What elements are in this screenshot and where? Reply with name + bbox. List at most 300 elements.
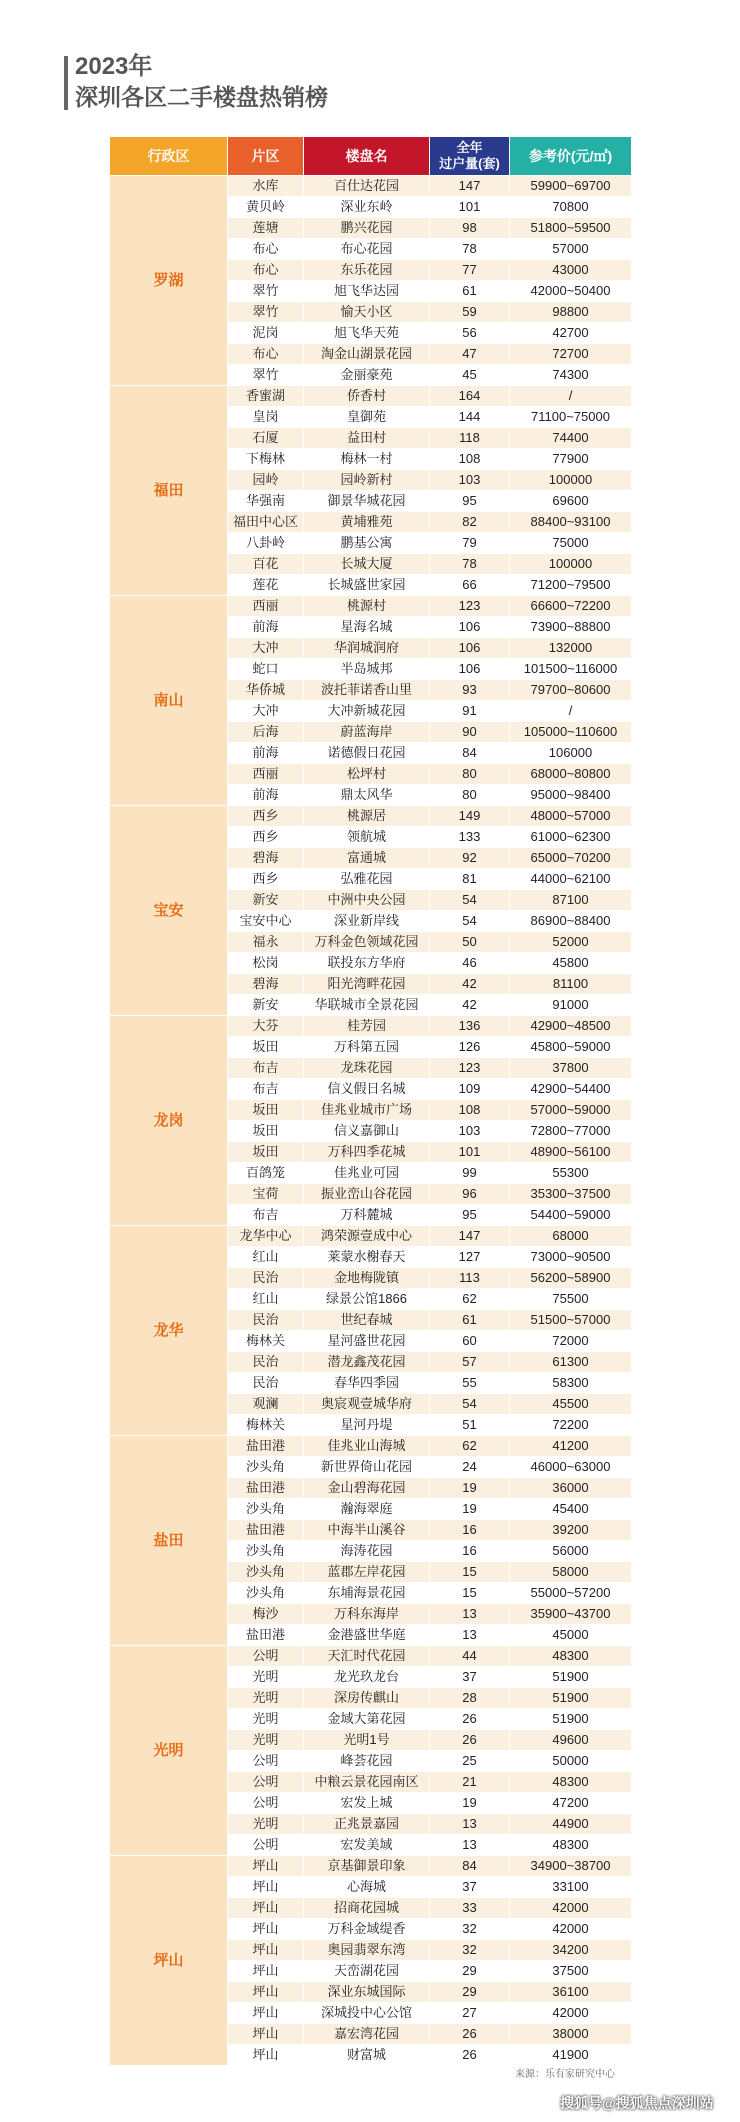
price-cell: 58300 [510, 1373, 632, 1394]
table-body [110, 176, 632, 2066]
area-cell: 沙头角 [228, 1499, 304, 1520]
area-cell: 石厦 [228, 428, 304, 449]
count-cell: 28 [430, 1688, 510, 1709]
name-cell: 旭飞华天苑 [304, 323, 430, 344]
name-cell: 侨香村 [304, 386, 430, 407]
count-cell: 93 [430, 680, 510, 701]
name-cell: 龙珠花园 [304, 1058, 430, 1079]
count-cell: 113 [430, 1268, 510, 1289]
area-cell: 坪山 [228, 1856, 304, 1877]
price-cell: 51500~57000 [510, 1310, 632, 1331]
price-cell: 49600 [510, 1730, 632, 1751]
name-cell: 诺德假日花园 [304, 743, 430, 764]
area-cell: 八卦岭 [228, 533, 304, 554]
price-cell: 52000 [510, 932, 632, 953]
price-cell: 37500 [510, 1961, 632, 1982]
name-cell: 深业东岭 [304, 197, 430, 218]
price-cell: 45800 [510, 953, 632, 974]
area-cell: 西乡 [228, 869, 304, 890]
area-cell: 盐田港 [228, 1625, 304, 1646]
price-cell: 39200 [510, 1520, 632, 1541]
area-cell: 下梅林 [228, 449, 304, 470]
count-cell: 106 [430, 659, 510, 680]
count-cell: 19 [430, 1499, 510, 1520]
count-cell: 15 [430, 1583, 510, 1604]
name-cell: 天峦湖花园 [304, 1961, 430, 1982]
count-cell: 98 [430, 218, 510, 239]
count-cell: 19 [430, 1793, 510, 1814]
count-cell: 164 [430, 386, 510, 407]
price-cell: 42700 [510, 323, 632, 344]
name-cell: 布心花园 [304, 239, 430, 260]
count-cell: 66 [430, 575, 510, 596]
area-cell: 民治 [228, 1373, 304, 1394]
area-cell: 坪山 [228, 1982, 304, 2003]
brand-watermark: 搜狐号@搜狐焦点深圳站 [560, 2095, 714, 2111]
name-cell: 信义假日名城 [304, 1079, 430, 1100]
area-cell: 坂田 [228, 1142, 304, 1163]
count-cell: 51 [430, 1415, 510, 1436]
count-cell: 44 [430, 1646, 510, 1667]
district-cell: 福田 [110, 386, 228, 596]
area-cell: 福永 [228, 932, 304, 953]
price-cell: 48000~57000 [510, 806, 632, 827]
count-cell: 13 [430, 1604, 510, 1625]
area-cell: 皇岗 [228, 407, 304, 428]
name-cell: 蔚蓝海岸 [304, 722, 430, 743]
area-cell: 光明 [228, 1688, 304, 1709]
count-cell: 13 [430, 1835, 510, 1856]
area-cell: 福田中心区 [228, 512, 304, 533]
count-cell: 127 [430, 1247, 510, 1268]
count-cell: 109 [430, 1079, 510, 1100]
name-cell: 御景华城花园 [304, 491, 430, 512]
name-cell: 信义嘉御山 [304, 1121, 430, 1142]
table-row [110, 596, 632, 617]
name-cell: 中洲中央公园 [304, 890, 430, 911]
count-cell: 149 [430, 806, 510, 827]
count-cell: 61 [430, 1310, 510, 1331]
name-cell: 星海名城 [304, 617, 430, 638]
price-cell: 55000~57200 [510, 1583, 632, 1604]
count-cell: 95 [430, 1205, 510, 1226]
area-cell: 公明 [228, 1751, 304, 1772]
price-cell: 101500~116000 [510, 659, 632, 680]
count-cell: 61 [430, 281, 510, 302]
price-cell: / [510, 386, 632, 407]
area-cell: 光明 [228, 1814, 304, 1835]
area-cell: 梅沙 [228, 1604, 304, 1625]
area-cell: 新安 [228, 890, 304, 911]
area-cell: 翠竹 [228, 365, 304, 386]
area-cell: 盐田港 [228, 1520, 304, 1541]
area-cell: 公明 [228, 1646, 304, 1667]
name-cell: 宏发上城 [304, 1793, 430, 1814]
price-cell: 79700~80600 [510, 680, 632, 701]
name-cell: 皇御苑 [304, 407, 430, 428]
count-cell: 21 [430, 1772, 510, 1793]
name-cell: 峰荟花园 [304, 1751, 430, 1772]
price-cell: 100000 [510, 470, 632, 491]
count-cell: 42 [430, 995, 510, 1016]
area-cell: 民治 [228, 1310, 304, 1331]
name-cell: 正兆景嘉园 [304, 1814, 430, 1835]
price-cell: 41200 [510, 1436, 632, 1457]
price-cell: 45800~59000 [510, 1037, 632, 1058]
count-cell: 33 [430, 1898, 510, 1919]
price-cell: 45400 [510, 1499, 632, 1520]
count-cell: 82 [430, 512, 510, 533]
area-cell: 前海 [228, 617, 304, 638]
name-cell: 旭飞华达园 [304, 281, 430, 302]
count-cell: 78 [430, 554, 510, 575]
count-cell: 81 [430, 869, 510, 890]
area-cell: 新安 [228, 995, 304, 1016]
count-cell: 92 [430, 848, 510, 869]
count-cell: 78 [430, 239, 510, 260]
area-cell: 红山 [228, 1247, 304, 1268]
header-price: 参考价(元/㎡) [510, 137, 632, 176]
area-cell: 园岭 [228, 470, 304, 491]
name-cell: 嘉宏湾花园 [304, 2024, 430, 2045]
price-cell: 48300 [510, 1646, 632, 1667]
count-cell: 54 [430, 890, 510, 911]
name-cell: 东乐花园 [304, 260, 430, 281]
name-cell: 长城盛世家园 [304, 575, 430, 596]
price-cell: 48300 [510, 1835, 632, 1856]
header-name: 楼盘名 [304, 137, 430, 176]
area-cell: 坪山 [228, 2045, 304, 2066]
name-cell: 万科四季花城 [304, 1142, 430, 1163]
area-cell: 泥岗 [228, 323, 304, 344]
price-cell: 46000~63000 [510, 1457, 632, 1478]
name-cell: 金山碧海花园 [304, 1478, 430, 1499]
name-cell: 桃源居 [304, 806, 430, 827]
area-cell: 莲塘 [228, 218, 304, 239]
price-cell: 132000 [510, 638, 632, 659]
name-cell: 领航城 [304, 827, 430, 848]
price-cell: 50000 [510, 1751, 632, 1772]
count-cell: 77 [430, 260, 510, 281]
name-cell: 奥园翡翠东湾 [304, 1940, 430, 1961]
area-cell: 华强南 [228, 491, 304, 512]
count-cell: 99 [430, 1163, 510, 1184]
table-row [110, 806, 632, 827]
price-cell: 73900~88800 [510, 617, 632, 638]
count-cell: 62 [430, 1289, 510, 1310]
price-cell: 87100 [510, 890, 632, 911]
name-cell: 佳兆业城市广场 [304, 1100, 430, 1121]
name-cell: 万科第五园 [304, 1037, 430, 1058]
name-cell: 富通城 [304, 848, 430, 869]
count-cell: 60 [430, 1331, 510, 1352]
price-cell: 74400 [510, 428, 632, 449]
count-cell: 123 [430, 1058, 510, 1079]
name-cell: 波托菲诺香山里 [304, 680, 430, 701]
price-cell: / [510, 701, 632, 722]
price-cell: 59900~69700 [510, 176, 632, 197]
price-cell: 74300 [510, 365, 632, 386]
price-cell: 71100~75000 [510, 407, 632, 428]
price-cell: 42000~50400 [510, 281, 632, 302]
count-cell: 46 [430, 953, 510, 974]
count-cell: 55 [430, 1373, 510, 1394]
count-cell: 47 [430, 344, 510, 365]
table-row [110, 1856, 632, 1877]
area-cell: 沙头角 [228, 1541, 304, 1562]
name-cell: 鸿荣源壹成中心 [304, 1226, 430, 1247]
price-cell: 51900 [510, 1688, 632, 1709]
price-cell: 72700 [510, 344, 632, 365]
name-cell: 深业东城国际 [304, 1982, 430, 2003]
header-district: 行政区 [110, 137, 228, 176]
count-cell: 144 [430, 407, 510, 428]
district-cell: 龙岗 [110, 1016, 228, 1226]
area-cell: 松岗 [228, 953, 304, 974]
price-cell: 45500 [510, 1394, 632, 1415]
count-cell: 26 [430, 1730, 510, 1751]
count-cell: 15 [430, 1562, 510, 1583]
price-cell: 72000 [510, 1331, 632, 1352]
price-cell: 51900 [510, 1667, 632, 1688]
name-cell: 松坪村 [304, 764, 430, 785]
area-cell: 坪山 [228, 1877, 304, 1898]
district-cell: 盐田 [110, 1436, 228, 1646]
price-cell: 38000 [510, 2024, 632, 2045]
name-cell: 金地梅陇镇 [304, 1268, 430, 1289]
price-cell: 106000 [510, 743, 632, 764]
price-cell: 34200 [510, 1940, 632, 1961]
area-cell: 西乡 [228, 806, 304, 827]
area-cell: 布心 [228, 239, 304, 260]
price-cell: 36100 [510, 1982, 632, 2003]
count-cell: 27 [430, 2003, 510, 2024]
price-cell: 57000~59000 [510, 1100, 632, 1121]
area-cell: 西乡 [228, 827, 304, 848]
title-subtitle: 深圳各区二手楼盘热销榜 [75, 84, 328, 110]
area-cell: 龙华中心 [228, 1226, 304, 1247]
name-cell: 万科金色领域花园 [304, 932, 430, 953]
count-cell: 79 [430, 533, 510, 554]
price-cell: 56200~58900 [510, 1268, 632, 1289]
area-cell: 百鸽笼 [228, 1163, 304, 1184]
price-cell: 105000~110600 [510, 722, 632, 743]
price-cell: 48300 [510, 1772, 632, 1793]
area-cell: 大冲 [228, 701, 304, 722]
count-cell: 126 [430, 1037, 510, 1058]
count-cell: 37 [430, 1667, 510, 1688]
count-cell: 45 [430, 365, 510, 386]
name-cell: 世纪春城 [304, 1310, 430, 1331]
name-cell: 百仕达花园 [304, 176, 430, 197]
name-cell: 金域大第花园 [304, 1709, 430, 1730]
district-cell: 罗湖 [110, 176, 228, 386]
name-cell: 春华四季园 [304, 1373, 430, 1394]
name-cell: 宏发美域 [304, 1835, 430, 1856]
area-cell: 坪山 [228, 1919, 304, 1940]
price-cell: 95000~98400 [510, 785, 632, 806]
area-cell: 梅林关 [228, 1331, 304, 1352]
name-cell: 蓝郡左岸花园 [304, 1562, 430, 1583]
name-cell: 鼎太风华 [304, 785, 430, 806]
price-cell: 41900 [510, 2045, 632, 2066]
name-cell: 光明1号 [304, 1730, 430, 1751]
name-cell: 淘金山湖景花园 [304, 344, 430, 365]
header-count-line1: 全年 [456, 140, 483, 155]
count-cell: 84 [430, 743, 510, 764]
count-cell: 95 [430, 491, 510, 512]
name-cell: 龙光玖龙台 [304, 1667, 430, 1688]
name-cell: 长城大厦 [304, 554, 430, 575]
price-cell: 42900~54400 [510, 1079, 632, 1100]
name-cell: 星河盛世花园 [304, 1331, 430, 1352]
area-cell: 沙头角 [228, 1457, 304, 1478]
price-cell: 42900~48500 [510, 1016, 632, 1037]
price-cell: 91000 [510, 995, 632, 1016]
name-cell: 鹏基公寓 [304, 533, 430, 554]
area-cell: 宝荷 [228, 1184, 304, 1205]
area-cell: 翠竹 [228, 281, 304, 302]
name-cell: 桃源村 [304, 596, 430, 617]
count-cell: 106 [430, 638, 510, 659]
area-cell: 香蜜湖 [228, 386, 304, 407]
count-cell: 56 [430, 323, 510, 344]
price-cell: 35900~43700 [510, 1604, 632, 1625]
area-cell: 坂田 [228, 1037, 304, 1058]
area-cell: 光明 [228, 1667, 304, 1688]
area-cell: 黄贝岭 [228, 197, 304, 218]
area-cell: 盐田港 [228, 1436, 304, 1457]
count-cell: 26 [430, 1709, 510, 1730]
price-cell: 42000 [510, 1898, 632, 1919]
count-cell: 108 [430, 449, 510, 470]
name-cell: 新世界倚山花园 [304, 1457, 430, 1478]
count-cell: 147 [430, 1226, 510, 1247]
area-cell: 沙头角 [228, 1583, 304, 1604]
area-cell: 布心 [228, 344, 304, 365]
count-cell: 57 [430, 1352, 510, 1373]
count-cell: 50 [430, 932, 510, 953]
name-cell: 深城投中心公馆 [304, 2003, 430, 2024]
district-cell: 龙华 [110, 1226, 228, 1436]
name-cell: 海涛花园 [304, 1541, 430, 1562]
name-cell: 金港盛世华庭 [304, 1625, 430, 1646]
name-cell: 潜龙鑫茂花园 [304, 1352, 430, 1373]
name-cell: 金丽豪苑 [304, 365, 430, 386]
price-cell: 66600~72200 [510, 596, 632, 617]
count-cell: 29 [430, 1982, 510, 2003]
count-cell: 26 [430, 2045, 510, 2066]
area-cell: 前海 [228, 743, 304, 764]
area-cell: 坪山 [228, 2003, 304, 2024]
price-cell: 75500 [510, 1289, 632, 1310]
price-cell: 44000~62100 [510, 869, 632, 890]
price-cell: 68000~80800 [510, 764, 632, 785]
name-cell: 振业峦山谷花园 [304, 1184, 430, 1205]
price-cell: 71200~79500 [510, 575, 632, 596]
price-cell: 70800 [510, 197, 632, 218]
name-cell: 财富城 [304, 2045, 430, 2066]
header-count [430, 137, 510, 176]
price-cell: 42000 [510, 2003, 632, 2024]
area-cell: 公明 [228, 1793, 304, 1814]
district-cell: 光明 [110, 1646, 228, 1856]
price-cell: 36000 [510, 1478, 632, 1499]
count-cell: 24 [430, 1457, 510, 1478]
page-title [75, 52, 328, 112]
name-cell: 鹏兴花园 [304, 218, 430, 239]
count-cell: 101 [430, 197, 510, 218]
name-cell: 愉天小区 [304, 302, 430, 323]
area-cell: 光明 [228, 1730, 304, 1751]
area-cell: 大芬 [228, 1016, 304, 1037]
price-cell: 98800 [510, 302, 632, 323]
area-cell: 光明 [228, 1709, 304, 1730]
name-cell: 桂芳园 [304, 1016, 430, 1037]
count-cell: 103 [430, 470, 510, 491]
area-cell: 民治 [228, 1268, 304, 1289]
price-cell: 45000 [510, 1625, 632, 1646]
price-cell: 100000 [510, 554, 632, 575]
price-cell: 37800 [510, 1058, 632, 1079]
price-cell: 86900~88400 [510, 911, 632, 932]
ranking-table [109, 136, 632, 2066]
name-cell: 佳兆业山海城 [304, 1436, 430, 1457]
table-row [110, 176, 632, 197]
count-cell: 32 [430, 1919, 510, 1940]
count-cell: 16 [430, 1541, 510, 1562]
name-cell: 天汇时代花园 [304, 1646, 430, 1667]
table-row [110, 1436, 632, 1457]
area-cell: 坪山 [228, 2024, 304, 2045]
count-cell: 118 [430, 428, 510, 449]
price-cell: 73000~90500 [510, 1247, 632, 1268]
count-cell: 13 [430, 1625, 510, 1646]
name-cell: 大冲新城花园 [304, 701, 430, 722]
name-cell: 东埔海景花园 [304, 1583, 430, 1604]
name-cell: 黄埔雅苑 [304, 512, 430, 533]
name-cell: 华联城市全景花园 [304, 995, 430, 1016]
count-cell: 54 [430, 1394, 510, 1415]
name-cell: 万科东海岸 [304, 1604, 430, 1625]
count-cell: 42 [430, 974, 510, 995]
count-cell: 108 [430, 1100, 510, 1121]
title-accent-bar [64, 56, 68, 110]
count-cell: 147 [430, 176, 510, 197]
name-cell: 深业新岸线 [304, 911, 430, 932]
area-cell: 布吉 [228, 1205, 304, 1226]
price-cell: 35300~37500 [510, 1184, 632, 1205]
count-cell: 123 [430, 596, 510, 617]
price-cell: 47200 [510, 1793, 632, 1814]
area-cell: 盐田港 [228, 1478, 304, 1499]
area-cell: 前海 [228, 785, 304, 806]
count-cell: 101 [430, 1142, 510, 1163]
area-cell: 坂田 [228, 1100, 304, 1121]
name-cell: 绿景公馆1866 [304, 1289, 430, 1310]
area-cell: 布心 [228, 260, 304, 281]
area-cell: 梅林关 [228, 1415, 304, 1436]
area-cell: 坪山 [228, 1940, 304, 1961]
price-cell: 61300 [510, 1352, 632, 1373]
name-cell: 益田村 [304, 428, 430, 449]
price-cell: 69600 [510, 491, 632, 512]
count-cell: 16 [430, 1520, 510, 1541]
area-cell: 坂田 [228, 1121, 304, 1142]
area-cell: 宝安中心 [228, 911, 304, 932]
area-cell: 水库 [228, 176, 304, 197]
count-cell: 19 [430, 1478, 510, 1499]
